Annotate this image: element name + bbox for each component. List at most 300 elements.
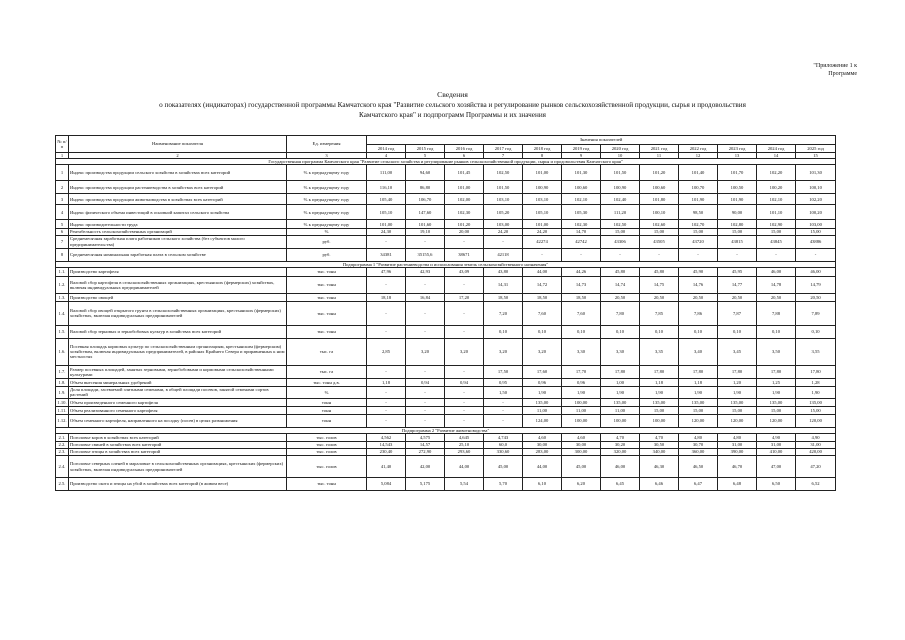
header-colnum: 13: [718, 153, 757, 159]
indicator-value: 135,00: [640, 398, 679, 406]
indicator-unit: тыс. тонн: [287, 293, 367, 301]
header-year: 2020 год: [601, 145, 640, 153]
indicator-value: 20,50: [796, 293, 836, 301]
indicator-value: 100,60: [562, 181, 601, 194]
indicator-value: 2,85: [367, 338, 406, 365]
indicator-value: 3,20: [523, 338, 562, 365]
indicator-value: 5,084: [367, 478, 406, 491]
indicator-value: 0,94: [445, 378, 484, 386]
table-row: [56, 478, 836, 491]
indicator-value: 1,90: [796, 386, 836, 398]
indicator-unit: тонн: [287, 414, 367, 427]
indicator-value: 3,35: [640, 338, 679, 365]
indicator-value: -: [445, 325, 484, 338]
indicator-value: 17,80: [718, 365, 757, 378]
indicator-value: 100,10: [796, 181, 836, 194]
indicator-value: -: [406, 276, 445, 293]
indicator-value: 3,40: [679, 338, 718, 365]
indicator-unit: руб.: [287, 248, 367, 261]
indicator-value: 20,50: [640, 293, 679, 301]
row-number: 2.4.: [56, 456, 69, 478]
header-year: 2016 год: [445, 145, 484, 153]
indicator-value: 105,40: [367, 194, 406, 205]
indicator-value: 4,70: [640, 434, 679, 442]
indicator-name: Объем семенного картофеля, направленного на посадку (посев) в целях размножения: [69, 414, 287, 427]
indicator-value: 330,60: [484, 449, 523, 456]
indicator-value: 11,00: [562, 406, 601, 414]
table-row: [56, 235, 836, 248]
indicator-value: -: [406, 406, 445, 414]
indicator-value: 101,00: [523, 165, 562, 181]
indicator-value: 42,93: [406, 267, 445, 276]
indicator-value: 15,00: [757, 229, 796, 235]
indicator-value: 0,10: [484, 325, 523, 338]
indicator-value: 102,70: [679, 220, 718, 229]
indicator-value: 4,80: [718, 434, 757, 442]
indicator-name: Размер посевных площадей, занятых зерновыми, зернобобовыми и кормовыми сельскохозяйственными культурами: [69, 365, 287, 378]
indicator-value: 101,45: [445, 165, 484, 181]
indicator-value: 105,10: [523, 205, 562, 220]
indicator-value: 47,96: [367, 267, 406, 276]
indicator-value: 5,175: [406, 478, 445, 491]
indicator-value: 7,88: [757, 301, 796, 325]
indicator-value: 46,70: [718, 456, 757, 478]
indicator-value: 43815: [718, 235, 757, 248]
indicator-value: 43845: [757, 235, 796, 248]
indicator-value: 101,50: [601, 165, 640, 181]
indicator-unit: тыс. голов: [287, 449, 367, 456]
indicator-value: 6,48: [718, 478, 757, 491]
indicator-name: Валовой сбор овощей открытого грунта в сельскохозяйственных организациях, крестьянских (фермерских) хозяйствах, включая индивидуальных предпринимателей: [69, 301, 287, 325]
row-number: 7: [56, 235, 69, 248]
indicator-value: 4,70: [601, 434, 640, 442]
indicator-value: 17,20: [445, 293, 484, 301]
indicator-value: 20,50: [718, 293, 757, 301]
row-number: 2.5.: [56, 478, 69, 491]
table-row: [56, 414, 836, 427]
header-colnum: 14: [757, 153, 796, 159]
header-year: 2024 год: [757, 145, 796, 153]
indicator-value: 42274: [523, 235, 562, 248]
indicator-value: 7,60: [523, 301, 562, 325]
indicator-value: 14,74: [601, 276, 640, 293]
indicator-value: 0,10: [640, 325, 679, 338]
indicator-value: 31,00: [796, 442, 836, 449]
header-colnum: 6: [445, 153, 484, 159]
section-title: Подпрограмма 2 "Развитие животноводства": [56, 427, 836, 433]
indicator-value: -: [445, 414, 484, 427]
indicator-value: 14,76: [679, 276, 718, 293]
table-row: [56, 267, 836, 276]
indicator-value: 103,00: [796, 220, 836, 229]
indicator-value: 100,00: [601, 414, 640, 427]
indicator-value: 7,80: [601, 301, 640, 325]
table-row: [56, 181, 836, 194]
indicator-name: Производство скота и птицы на убой в хозяйствах всех категорий (в живом весе): [69, 478, 287, 491]
indicator-name: Производство овощей: [69, 293, 287, 301]
indicator-value: 102,30: [562, 220, 601, 229]
indicator-value: 0,10: [562, 325, 601, 338]
indicator-value: 100,00: [640, 414, 679, 427]
header-colnum: 11: [640, 153, 679, 159]
indicator-unit: % к предыдущему году: [287, 205, 367, 220]
header-year: 2018 год: [523, 145, 562, 153]
indicator-value: 3,20: [406, 338, 445, 365]
indicator-value: 410,00: [757, 449, 796, 456]
indicator-name: Объем реализованного семенного картофеля: [69, 406, 287, 414]
indicator-value: 94,60: [406, 165, 445, 181]
indicator-value: 24,30: [367, 229, 406, 235]
indicator-unit: % к предыдущему году: [287, 220, 367, 229]
table-row: [56, 165, 836, 181]
indicator-value: 15,00: [718, 229, 757, 235]
indicator-value: 17,80: [757, 365, 796, 378]
indicator-value: 101,90: [718, 194, 757, 205]
row-number: 1.2.: [56, 276, 69, 293]
indicator-unit: тыс. голов: [287, 442, 367, 449]
indicator-value: 100,90: [523, 181, 562, 194]
header-year: 2017 год: [484, 145, 523, 153]
indicator-value: -: [796, 248, 836, 261]
indicator-unit: % к предыдущему году: [287, 165, 367, 181]
indicator-value: 102,10: [562, 194, 601, 205]
indicator-value: 106,70: [406, 194, 445, 205]
indicator-value: 44,00: [445, 456, 484, 478]
indicator-value: 42742: [562, 235, 601, 248]
indicator-name: Посевная площадь кормовых культур по сельскохозяйственным организациям, крестьянским (фермерским) хозяйствам, включая индивидуальных предпринимателей, в районах Крайнего Севера и приравненных к ним местностях: [69, 338, 287, 365]
indicator-value: 6,47: [679, 478, 718, 491]
indicator-value: 0,10: [757, 325, 796, 338]
indicator-value: 1,18: [640, 378, 679, 386]
indicator-value: 44,00: [523, 267, 562, 276]
indicator-value: 6,50: [757, 478, 796, 491]
indicator-value: 17,70: [562, 365, 601, 378]
row-number: 8: [56, 248, 69, 261]
indicator-value: 7,85: [640, 301, 679, 325]
indicator-value: 4,90: [796, 434, 836, 442]
indicator-value: 100,90: [601, 181, 640, 194]
indicator-value: 17,80: [679, 365, 718, 378]
row-number: 1.4.: [56, 301, 69, 325]
indicator-value: 18,50: [562, 293, 601, 301]
indicator-value: 1,20: [718, 378, 757, 386]
indicator-value: 1,90: [757, 386, 796, 398]
indicator-value: 19,10: [406, 229, 445, 235]
header-colnum: 12: [679, 153, 718, 159]
table-row: [56, 325, 836, 338]
table-row: [56, 365, 836, 378]
indicator-value: 101,20: [445, 220, 484, 229]
header-year: 2025 год: [796, 145, 836, 153]
indicator-value: 101,10: [757, 205, 796, 220]
indicator-value: 3,55: [796, 338, 836, 365]
indicator-value: 272,90: [406, 449, 445, 456]
indicator-name: Объем произведенного семенного картофеля: [69, 398, 287, 406]
indicator-value: 86,80: [406, 181, 445, 194]
row-number: 1.6.: [56, 338, 69, 365]
table-row: [56, 378, 836, 386]
indicator-value: 101,80: [640, 194, 679, 205]
indicator-value: 100,50: [718, 181, 757, 194]
indicator-value: 116,10: [367, 181, 406, 194]
indicator-name: Индекс производительности труда: [69, 220, 287, 229]
indicator-value: 6,52: [796, 478, 836, 491]
document-title: [0, 90, 905, 120]
indicator-value: 4,562: [367, 434, 406, 442]
indicator-value: 111,20: [601, 205, 640, 220]
indicator-unit: тонн: [287, 406, 367, 414]
indicator-value: -: [406, 325, 445, 338]
indicator-name: Производство картофеля: [69, 267, 287, 276]
indicator-value: 0,96: [523, 378, 562, 386]
indicator-value: 20,50: [679, 293, 718, 301]
indicator-value: -: [406, 301, 445, 325]
indicator-value: 102,50: [601, 220, 640, 229]
indicator-value: 11,00: [523, 406, 562, 414]
indicator-value: -: [445, 301, 484, 325]
indicator-unit: % к предыдущему году: [287, 181, 367, 194]
indicator-value: 3,20: [445, 338, 484, 365]
indicator-value: 42118: [484, 248, 523, 261]
indicator-value: 20,50: [601, 293, 640, 301]
indicator-value: 360,00: [679, 449, 718, 456]
indicator-value: 1,90: [523, 386, 562, 398]
indicator-value: -: [484, 414, 523, 427]
indicator-value: 44,00: [523, 456, 562, 478]
indicator-value: 4,60: [562, 434, 601, 442]
indicator-value: 30,20: [601, 442, 640, 449]
row-number: 1.8.: [56, 378, 69, 386]
indicator-value: -: [718, 248, 757, 261]
indicator-name: Поголовье птицы в хозяйствах всех категорий: [69, 449, 287, 456]
indicator-value: 42,00: [406, 456, 445, 478]
indicator-value: 100,00: [562, 414, 601, 427]
indicator-value: 1,25: [757, 378, 796, 386]
indicator-value: 1,28: [796, 378, 836, 386]
header-values: Значения показателей: [367, 136, 836, 145]
indicator-value: 7,89: [796, 301, 836, 325]
indicator-value: 24,20: [484, 229, 523, 235]
indicator-unit: тыс. тонн: [287, 267, 367, 276]
indicator-value: 105,10: [367, 205, 406, 220]
indicator-value: -: [445, 235, 484, 248]
indicator-value: -: [562, 248, 601, 261]
indicator-value: 20,00: [445, 229, 484, 235]
indicator-unit: %: [287, 386, 367, 398]
row-number: 1.5.: [56, 325, 69, 338]
row-number: 1.3.: [56, 293, 69, 301]
indicator-value: -: [367, 386, 406, 398]
indicator-value: 0,10: [796, 325, 836, 338]
indicator-value: 0,95: [484, 378, 523, 386]
indicator-value: 43,09: [445, 267, 484, 276]
indicator-value: 43720: [679, 235, 718, 248]
indicator-value: 4,80: [679, 434, 718, 442]
indicator-value: 6,20: [562, 478, 601, 491]
indicator-name: Среднемесячная заработная плата работников сельского хозяйства (без субъектов малого предпринимательства): [69, 235, 287, 248]
indicator-value: 135,00: [601, 398, 640, 406]
indicator-value: 147,60: [406, 205, 445, 220]
indicator-value: 1,50: [484, 386, 523, 398]
indicator-value: 102,20: [757, 165, 796, 181]
indicator-name: Поголовье северных оленей в мараловые в сельскохозяйственных организациях, крестьянских (фермерских) хозяйствах, включая индивидуальных предпринимателей: [69, 456, 287, 478]
indicator-value: 3,30: [562, 338, 601, 365]
indicator-value: -: [367, 398, 406, 406]
indicator-value: 15,00: [640, 406, 679, 414]
indicator-value: 14,79: [796, 276, 836, 293]
indicator-value: 100,70: [679, 181, 718, 194]
indicator-name: Объем внесения минеральных удобрений: [69, 378, 287, 386]
indicator-value: 6,45: [601, 478, 640, 491]
indicator-value: 1,00: [601, 378, 640, 386]
table-row: [56, 194, 836, 205]
indicator-value: 17,80: [796, 365, 836, 378]
indicator-value: 35155,6: [406, 248, 445, 261]
indicator-value: 45,00: [484, 456, 523, 478]
indicator-value: 15,00: [640, 229, 679, 235]
appendix-note-line1: "Приложение 1 к: [813, 63, 857, 69]
indicator-value: 4,743: [484, 434, 523, 442]
indicator-value: -: [445, 365, 484, 378]
indicator-value: 101,60: [406, 220, 445, 229]
indicator-value: -: [406, 414, 445, 427]
indicator-value: 41,40: [367, 456, 406, 478]
indicator-value: 1,18: [367, 378, 406, 386]
indicator-value: 102,00: [445, 194, 484, 205]
appendix-note-line2: Программе: [828, 71, 857, 77]
table-row: [56, 220, 836, 229]
indicator-value: 1,90: [718, 386, 757, 398]
indicator-value: 17,60: [523, 365, 562, 378]
indicator-value: 3,50: [757, 338, 796, 365]
indicator-value: 5,54: [445, 478, 484, 491]
indicator-value: -: [367, 301, 406, 325]
indicator-value: 30,00: [562, 442, 601, 449]
indicator-value: 45,80: [601, 267, 640, 276]
indicator-value: 15,00: [718, 406, 757, 414]
indicator-value: 293,60: [445, 449, 484, 456]
indicator-value: 14,77: [718, 276, 757, 293]
indicator-value: -: [367, 325, 406, 338]
indicator-value: 17,80: [640, 365, 679, 378]
indicator-value: -: [367, 365, 406, 378]
indicator-value: 46,30: [640, 456, 679, 478]
indicator-value: 102,40: [601, 194, 640, 205]
row-number: 1.1.: [56, 267, 69, 276]
indicator-value: 102,10: [757, 194, 796, 205]
row-number: 5: [56, 220, 69, 229]
indicator-value: 47,20: [796, 456, 836, 478]
indicator-value: 0,10: [601, 325, 640, 338]
header-num: № п/п: [56, 136, 69, 153]
header-unit: Ед. измерения: [287, 136, 367, 153]
indicator-value: 5,70: [484, 478, 523, 491]
indicator-value: 120,00: [679, 414, 718, 427]
indicator-unit: руб.: [287, 235, 367, 248]
indicator-value: 0,94: [406, 378, 445, 386]
indicator-name: Валовой сбор картофеля в сельскохозяйственных организациях, крестьянских (фермерских) хозяйствах, включая индивидуальных предпринимателей: [69, 276, 287, 293]
table-row: [56, 406, 836, 414]
header-year: 2021 год: [640, 145, 679, 153]
indicator-value: 43,80: [484, 267, 523, 276]
indicator-name: Доля площади, засеваемой элитными семенами, в общей площади посевов, занятой семенами сортов растений: [69, 386, 287, 398]
table-row: [56, 205, 836, 220]
indicator-name: Поголовье свиней в хозяйствах всех категорий: [69, 442, 287, 449]
indicator-value: 120,00: [796, 414, 836, 427]
indicator-value: 135,00: [796, 398, 836, 406]
indicator-value: 1,90: [640, 386, 679, 398]
indicator-value: -: [406, 365, 445, 378]
header-year: 2015 год: [406, 145, 445, 153]
indicator-value: 3,20: [484, 338, 523, 365]
indicator-value: 1,18: [679, 378, 718, 386]
indicator-unit: тыс. га: [287, 365, 367, 378]
indicator-value: 102,20: [796, 194, 836, 205]
header-name: Наименование показателя: [69, 136, 287, 153]
indicator-value: 100,10: [640, 205, 679, 220]
indicator-value: 101,00: [445, 181, 484, 194]
indicator-value: -: [679, 248, 718, 261]
row-number: 1.7.: [56, 365, 69, 378]
indicator-value: 14,72: [523, 276, 562, 293]
table-row: [56, 442, 836, 449]
indicator-value: 14,543: [367, 442, 406, 449]
indicator-value: -: [445, 276, 484, 293]
indicator-unit: тыс. тонн: [287, 301, 367, 325]
indicator-value: -: [640, 248, 679, 261]
indicator-value: 300,00: [562, 449, 601, 456]
indicator-value: -: [601, 248, 640, 261]
row-number: 1.9.: [56, 386, 69, 398]
table-row: [56, 293, 836, 301]
indicator-value: 102,90: [757, 220, 796, 229]
table-row: [56, 301, 836, 325]
indicator-value: -: [367, 276, 406, 293]
indicator-value: 390,00: [718, 449, 757, 456]
indicator-value: 15,00: [796, 406, 836, 414]
table-row: [56, 398, 836, 406]
indicator-value: 100,20: [796, 205, 836, 220]
indicator-value: 46,50: [679, 456, 718, 478]
indicator-value: 46,00: [757, 267, 796, 276]
header-colnum: 1: [56, 153, 69, 159]
indicator-value: 46,00: [796, 267, 836, 276]
header-colnum: 3: [287, 153, 367, 159]
header-colnum: 10: [601, 153, 640, 159]
indicator-value: 18,50: [523, 293, 562, 301]
indicator-unit: тыс. тонн д.в.: [287, 378, 367, 386]
indicator-value: 45,80: [640, 267, 679, 276]
indicator-value: 1,90: [562, 386, 601, 398]
indicator-value: -: [484, 398, 523, 406]
indicator-name: Индекс физического объема инвестиций в основной капитал сельского хозяйства: [69, 205, 287, 220]
indicator-value: 60,0: [484, 442, 523, 449]
indicator-value: 111,00: [367, 165, 406, 181]
indicator-value: 3,45: [718, 338, 757, 365]
indicator-unit: % к предыдущему году: [287, 194, 367, 205]
indicator-value: 105,20: [484, 205, 523, 220]
table-row: [56, 386, 836, 398]
indicator-value: 230,40: [367, 449, 406, 456]
header-year: 2023 год: [718, 145, 757, 153]
indicator-value: 14,78: [757, 276, 796, 293]
indicator-value: 17,80: [601, 365, 640, 378]
indicator-value: 15,00: [679, 229, 718, 235]
indicator-value: -: [484, 406, 523, 414]
indicator-value: 120,00: [757, 414, 796, 427]
indicator-value: 4,90: [757, 434, 796, 442]
indicator-value: -: [523, 248, 562, 261]
